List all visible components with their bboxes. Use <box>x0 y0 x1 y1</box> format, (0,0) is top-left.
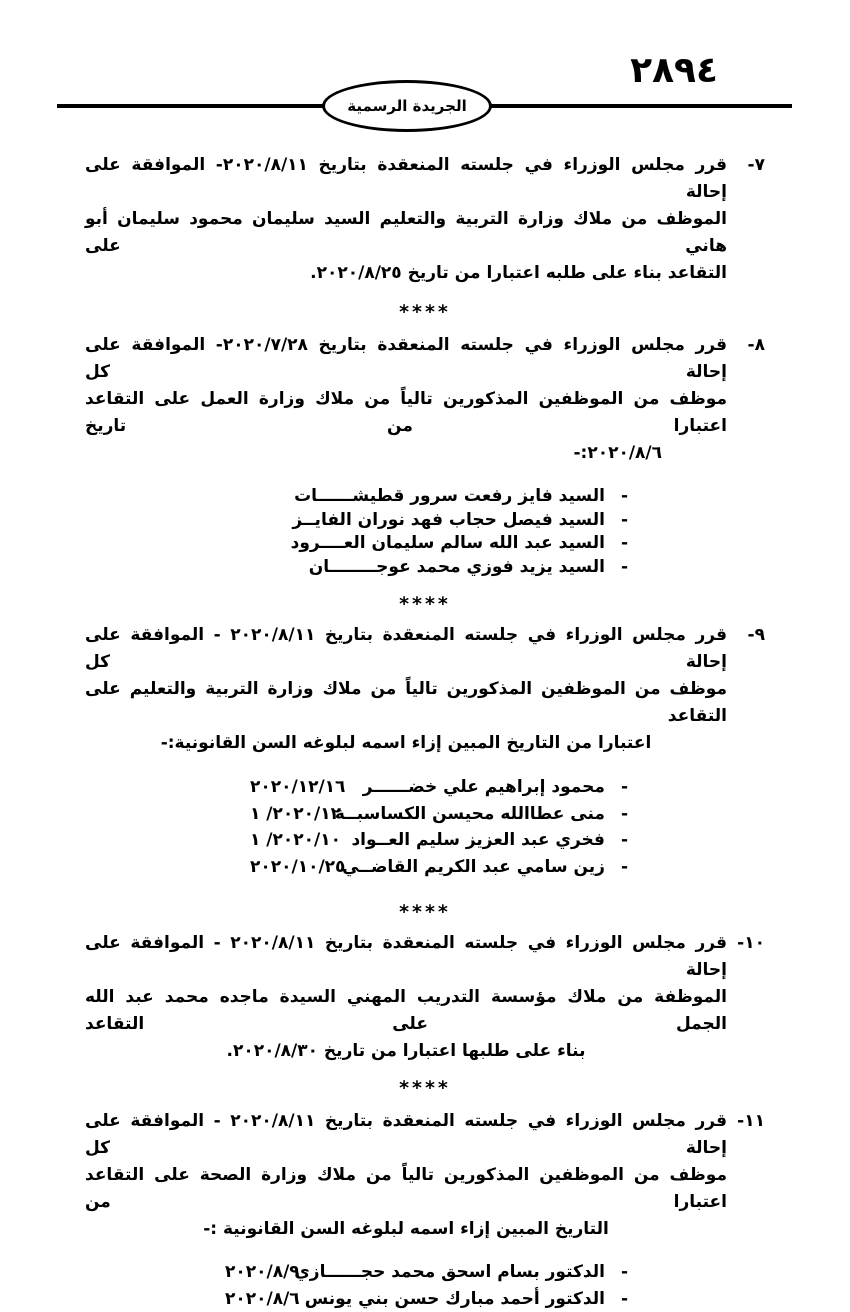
decree-8-line-1: قرر مجلس الوزراء في جلسته المنعقدة بتاريخ ٢٠٢٠/٧/٢٨- الموافقة على إحالة كل <box>85 332 727 386</box>
list-item <box>85 485 765 509</box>
decree-11-line-3: التاريخ المبين إزاء اسمه لبلوغه السن القانونية :- <box>85 1216 727 1243</box>
page-number: ٢٨٩٤ <box>630 50 718 91</box>
list-item <box>85 532 765 556</box>
decree-10-line-2: الموظفة من ملاك مؤسسة التدريب المهني السيدة ماجده محمد عبد الله الجمل على التقاعد <box>85 984 727 1038</box>
employee-name: السيد عبد الله سالم سليمان العــــرود <box>291 533 605 553</box>
list-item <box>85 1259 765 1286</box>
list-item <box>85 801 765 828</box>
employee-name: منى عطاالله محيسن الكساسبــة <box>335 804 605 824</box>
list-item <box>85 1286 765 1312</box>
list-dash: - <box>621 485 628 509</box>
list-dash: - <box>621 1286 628 1312</box>
decree-10-line-3: بناء على طلبها اعتبارا من تاريخ ٢٠٢٠/٨/٣٠. <box>85 1038 727 1065</box>
list-dash: - <box>621 801 628 828</box>
decree-7 <box>85 152 765 287</box>
list-item <box>85 854 765 881</box>
employee-name: السيد يزيد فوزي محمد عوجــــــــان <box>309 557 605 577</box>
employee-name: السيد فايز رفعت سرور قطيشــــــات <box>294 486 605 506</box>
decree-7-number: ٧- <box>748 152 765 179</box>
decree-9-line-1: قرر مجلس الوزراء في جلسته المنعقدة بتاريخ ٢٠٢٠/٨/١١ - الموافقة على إحالة كل <box>85 622 727 676</box>
decree-10-number: ١٠- <box>737 930 765 957</box>
retirement-date: ٢٠٢٠/٨/٩ <box>225 1259 300 1286</box>
decree-8-employee-list <box>85 485 765 579</box>
decree-9-number: ٩- <box>748 622 765 649</box>
decree-8-line-2: موظف من الموظفين المذكورين تالياً من ملاك وزارة العمل على التقاعد اعتبارا من تاريخ <box>85 386 727 440</box>
decree-8-line-3: ٢٠٢٠/٨/٦:- <box>85 440 727 467</box>
retirement-date: ٢٠٢٠/٨/٦ <box>225 1286 300 1312</box>
employee-name: محمود إبراهيم علي خضــــــر <box>363 777 605 797</box>
retirement-date: ٢٠٢٠/١٢/ ١ <box>250 801 341 828</box>
decrees-content <box>85 0 765 1312</box>
list-item <box>85 556 765 580</box>
decree-8-number: ٨- <box>748 332 765 359</box>
section-separator-1: **** <box>85 300 765 324</box>
section-separator-2: **** <box>85 592 765 616</box>
decree-7-line-2: الموظف من ملاك وزارة التربية والتعليم السيد سليمان محمود سليمان أبو هاني على <box>85 206 727 260</box>
decree-9-employee-list <box>85 774 765 880</box>
decree-10 <box>85 930 765 1065</box>
decree-7-line-1: قرر مجلس الوزراء في جلسته المنعقدة بتاريخ ٢٠٢٠/٨/١١- الموافقة على إحالة <box>85 152 727 206</box>
list-dash: - <box>621 774 628 801</box>
retirement-date: ٢٠٢٠/١٠/ ١ <box>250 827 341 854</box>
decree-9-line-2: موظف من الموظفين المذكورين تالياً من ملاك وزارة التربية والتعليم على التقاعد <box>85 676 727 730</box>
employee-name: الدكتور أحمد مبارك حسن بني يونس <box>305 1289 605 1309</box>
employee-name: فخري عبد العزيز سليم العــواد <box>351 830 605 850</box>
decree-10-line-1: قرر مجلس الوزراء في جلسته المنعقدة بتاريخ ٢٠٢٠/٨/١١ - الموافقة على إحالة <box>85 930 727 984</box>
decree-11-number: ١١- <box>737 1108 765 1135</box>
retirement-date: ٢٠٢٠/١٠/٢٥ <box>250 854 345 881</box>
gazette-seal <box>322 80 492 132</box>
list-dash: - <box>621 532 628 556</box>
list-dash: - <box>621 854 628 881</box>
list-dash: - <box>621 1259 628 1286</box>
section-separator-4: **** <box>85 1076 765 1100</box>
decree-11-line-1: قرر مجلس الوزراء في جلسته المنعقدة بتاريخ ٢٠٢٠/٨/١١ - الموافقة على إحالة كل <box>85 1108 727 1162</box>
list-dash: - <box>621 509 628 533</box>
decree-9-line-3: اعتبارا من التاريخ المبين إزاء اسمه لبلوغه السن القانونية:- <box>85 730 727 757</box>
decree-9 <box>85 622 765 757</box>
employee-name: الدكتور بسام اسحق محمد حجــــــازي <box>294 1262 605 1282</box>
gazette-title: الجريدة الرسمية <box>347 97 466 115</box>
employee-name: زين سامي عبد الكريم القاضــي <box>342 857 605 877</box>
decree-8 <box>85 332 765 467</box>
list-dash: - <box>621 827 628 854</box>
decree-11-employee-list <box>85 1259 765 1312</box>
employee-name: السيد فيصل حجاب فهد نوران الفايــز <box>292 510 605 530</box>
retirement-date: ٢٠٢٠/١٢/١٦ <box>250 774 345 801</box>
decree-11 <box>85 1108 765 1243</box>
list-item <box>85 774 765 801</box>
decree-7-line-3: التقاعد بناء على طلبه اعتبارا من تاريخ ٢٠٢٠/٨/٢٥. <box>85 260 727 287</box>
list-item <box>85 827 765 854</box>
section-separator-3: **** <box>85 900 765 924</box>
list-item <box>85 509 765 533</box>
list-dash: - <box>621 556 628 580</box>
decree-11-line-2: موظف من الموظفين المذكورين تالياً من ملاك وزارة الصحة على التقاعد اعتبارا من <box>85 1162 727 1216</box>
